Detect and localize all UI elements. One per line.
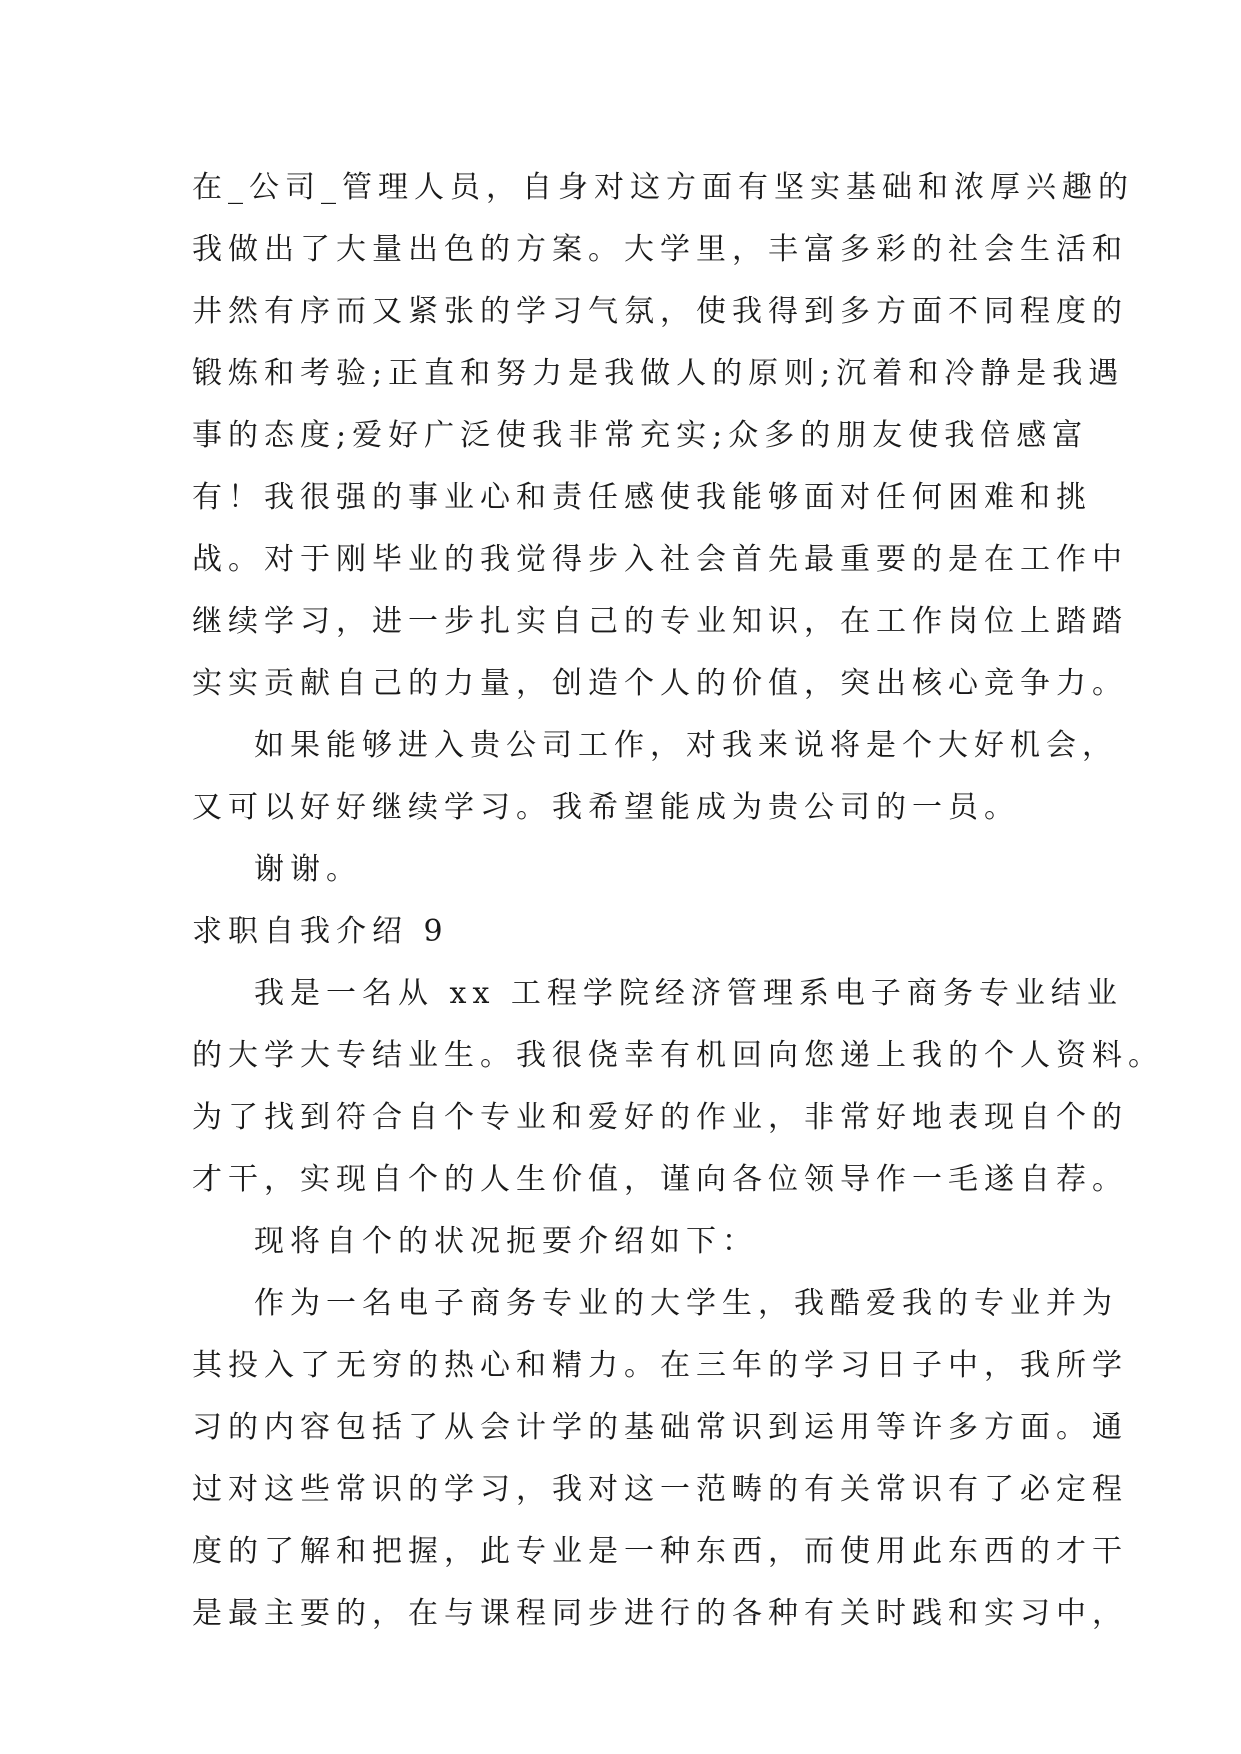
text-line: 为了找到符合自个专业和爱好的作业，非常好地表现自个的 bbox=[192, 1100, 1128, 1135]
text-line: 井然有序而又紧张的学习气氛，使我得到多方面不同程度的 bbox=[192, 294, 1128, 329]
text-line: 我做出了大量出色的方案。大学里，丰富多彩的社会生活和 bbox=[192, 232, 1128, 267]
text-line: 谢谢。 bbox=[254, 852, 362, 887]
text-line: 度的了解和把握，此专业是一种东西，而使用此东西的才干 bbox=[192, 1534, 1128, 1569]
text-line: 如果能够进入贵公司工作，对我来说将是个大好机会， bbox=[254, 728, 1118, 763]
text-line: 继续学习，进一步扎实自己的专业知识，在工作岗位上踏踏 bbox=[192, 604, 1128, 639]
text-line: 实实贡献自己的力量，创造个人的价值，突出核心竞争力。 bbox=[192, 666, 1128, 701]
text-line: 战。对于刚毕业的我觉得步入社会首先最重要的是在工作中 bbox=[192, 542, 1128, 577]
text-line: 现将自个的状况扼要介绍如下： bbox=[254, 1224, 758, 1259]
text-line: 才干，实现自个的人生价值，谨向各位领导作一毛遂自荐。 bbox=[192, 1162, 1128, 1197]
text-line: 事的态度;爱好广泛使我非常充实;众多的朋友使我倍感富 bbox=[192, 418, 1089, 453]
document-body bbox=[192, 157, 1164, 1645]
text-line: 我是一名从 xx 工程学院经济管理系电子商务专业结业 bbox=[254, 976, 1123, 1011]
text-line: 过对这些常识的学习，我对这一范畴的有关常识有了必定程 bbox=[192, 1472, 1128, 1507]
text-line: 又可以好好继续学习。我希望能成为贵公司的一员。 bbox=[192, 790, 1020, 825]
text-line: 其投入了无穷的热心和精力。在三年的学习日子中，我所学 bbox=[192, 1348, 1128, 1383]
text-line: 的大学大专结业生。我很侥幸有机回向您递上我的个人资料。 bbox=[192, 1038, 1164, 1073]
text-line: 锻炼和考验;正直和努力是我做人的原则;沉着和冷静是我遇 bbox=[192, 356, 1125, 391]
text-line: 作为一名电子商务专业的大学生，我酷爱我的专业并为 bbox=[254, 1286, 1118, 1321]
text-line: 有！我很强的事业心和责任感使我能够面对任何困难和挑 bbox=[192, 480, 1092, 515]
text-line: 习的内容包括了从会计学的基础常识到运用等许多方面。通 bbox=[192, 1410, 1128, 1445]
section-heading: 求职自我介绍 9 bbox=[192, 914, 449, 949]
text-line: 是最主要的，在与课程同步进行的各种有关时践和实习中， bbox=[192, 1596, 1128, 1631]
text-line: 在_公司_管理人员，自身对这方面有坚实基础和浓厚兴趣的 bbox=[192, 170, 1134, 205]
